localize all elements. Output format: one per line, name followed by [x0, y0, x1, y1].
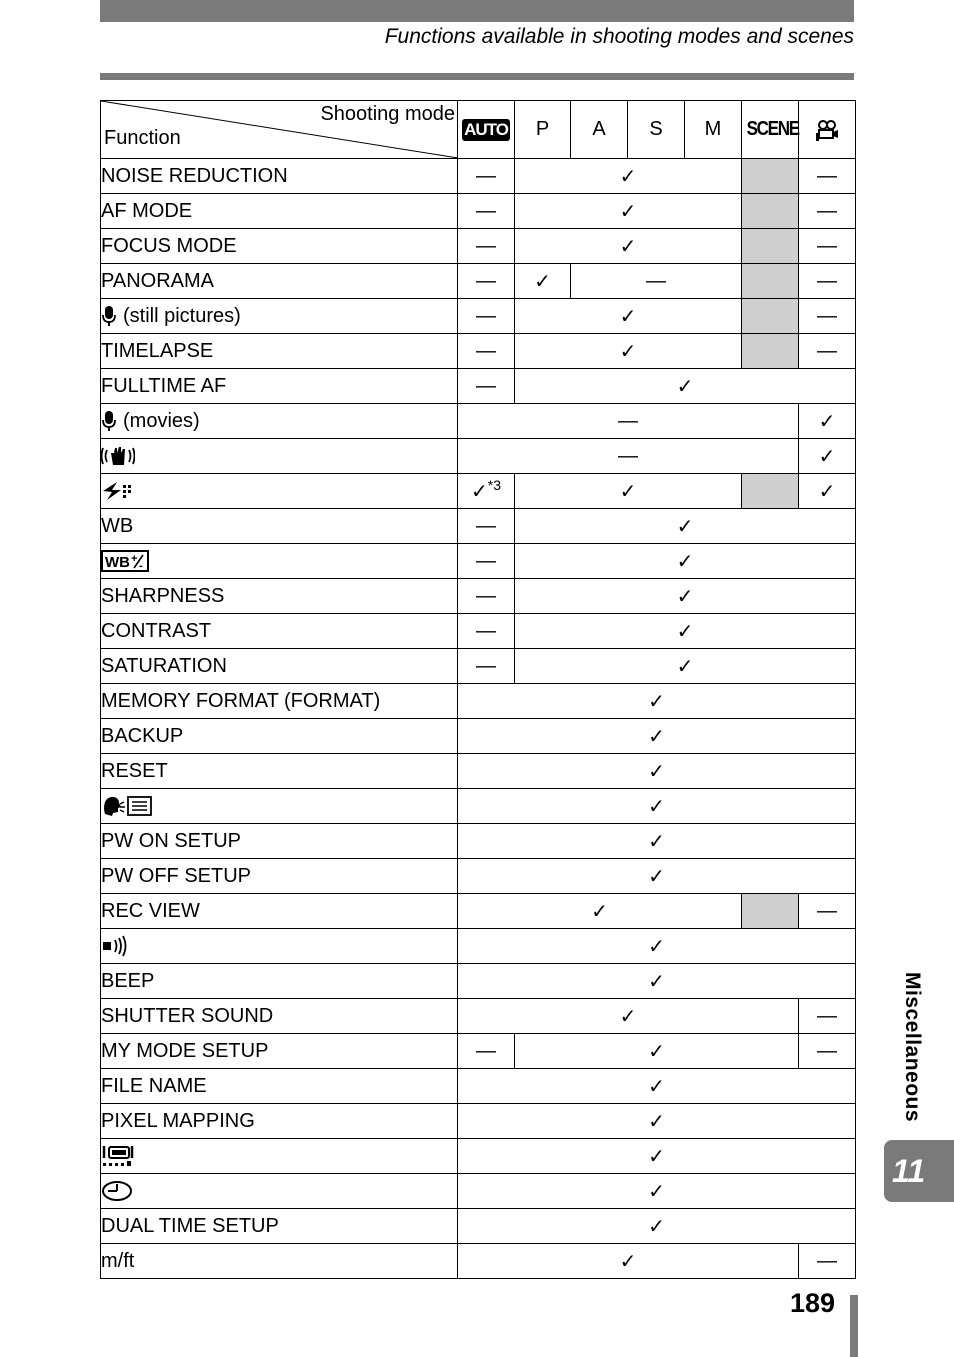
function-name-cell	[101, 194, 458, 229]
check-mark: ✓	[591, 900, 608, 923]
check-mark: ✓	[648, 1040, 665, 1063]
scene-mode-icon: SCENE	[746, 118, 799, 140]
function-label: RESET	[101, 759, 168, 782]
page-header-title: Functions available in shooting modes and scenes	[384, 25, 854, 48]
unavailable-cell	[799, 334, 856, 369]
table-row	[101, 229, 856, 264]
available-cell	[515, 194, 742, 229]
microphone-icon	[101, 410, 117, 432]
check-mark: ✓	[648, 935, 665, 958]
check-mark: ✓	[818, 410, 836, 433]
shooting-mode-label: Shooting mode	[320, 103, 455, 125]
mode-s-header: S	[628, 101, 685, 159]
function-name-cell	[101, 544, 458, 579]
function-label: PIXEL MAPPING	[101, 1109, 255, 1132]
function-label: AF MODE	[101, 199, 193, 222]
check-mark: ✓	[648, 690, 665, 713]
dash-mark: —	[817, 899, 837, 922]
available-cell	[515, 579, 856, 614]
function-label: MY MODE SETUP	[101, 1039, 269, 1062]
image-stabilizer-icon	[101, 445, 135, 467]
function-label: SHUTTER SOUND	[101, 1004, 274, 1027]
check-mark: ✓	[648, 1110, 665, 1133]
function-name-cell	[101, 1069, 458, 1104]
available-cell	[515, 264, 571, 299]
dash-mark: —	[817, 234, 837, 257]
table-row	[101, 404, 856, 439]
function-label: FILE NAME	[101, 1074, 207, 1097]
unavailable-cell	[799, 229, 856, 264]
function-label: (still pictures)	[123, 304, 241, 327]
function-label: SHARPNESS	[101, 584, 225, 607]
available-cell	[458, 1174, 856, 1209]
available-cell	[458, 1104, 856, 1139]
available-cell	[515, 474, 742, 509]
dash-mark: —	[618, 444, 638, 467]
check-mark: ✓	[471, 480, 488, 503]
available-cell	[799, 474, 856, 509]
available-cell	[515, 369, 856, 404]
table-row	[101, 614, 856, 649]
available-cell	[458, 929, 856, 964]
unavailable-cell	[458, 369, 515, 404]
table-row	[101, 1139, 856, 1174]
check-mark: ✓	[648, 1075, 665, 1098]
dash-mark: —	[476, 514, 496, 537]
unavailable-cell	[799, 299, 856, 334]
unavailable-cell	[458, 159, 515, 194]
dash-mark: —	[476, 304, 496, 327]
language-icon	[101, 794, 153, 818]
table-row	[101, 544, 856, 579]
function-name-cell	[101, 299, 458, 334]
check-mark: ✓	[676, 550, 694, 573]
available-cell	[458, 754, 856, 789]
check-mark: ✓	[818, 480, 836, 503]
available-cell	[799, 439, 856, 474]
unavailable-cell	[458, 1034, 515, 1069]
unavailable-cell	[458, 404, 799, 439]
function-name-cell	[101, 509, 458, 544]
table-row	[101, 684, 856, 719]
function-name-cell	[101, 1244, 458, 1279]
mode-movie-header	[799, 101, 856, 159]
table-row	[101, 159, 856, 194]
unavailable-cell	[458, 299, 515, 334]
table-row	[101, 719, 856, 754]
mode-a-header: A	[571, 101, 628, 159]
available-cell	[458, 1244, 799, 1279]
dash-mark: —	[476, 269, 496, 292]
top-bar	[100, 0, 854, 22]
function-label: FULLTIME AF	[101, 374, 227, 397]
unavailable-cell	[799, 159, 856, 194]
flash-intensity-icon	[101, 480, 135, 502]
function-name-cell	[101, 649, 458, 684]
table-row	[101, 299, 856, 334]
microphone-icon	[101, 305, 117, 327]
table-row	[101, 789, 856, 824]
check-mark: ✓	[619, 1250, 637, 1273]
table-row	[101, 264, 856, 299]
volume-icon	[101, 935, 131, 957]
chapter-tab: 11	[884, 1140, 954, 1202]
table-row	[101, 1174, 856, 1209]
corner-cell	[101, 101, 458, 159]
table-row	[101, 894, 856, 929]
function-name-cell	[101, 999, 458, 1034]
available-cell	[515, 614, 856, 649]
table-row	[101, 509, 856, 544]
check-mark: ✓	[676, 515, 694, 538]
function-name-cell	[101, 719, 458, 754]
function-name-cell	[101, 334, 458, 369]
dash-mark: —	[476, 374, 496, 397]
table-row	[101, 1104, 856, 1139]
functions-table	[100, 100, 856, 1279]
function-name-cell	[101, 369, 458, 404]
dash-mark: —	[817, 304, 837, 327]
check-mark: ✓	[619, 480, 637, 503]
check-mark: ✓	[534, 270, 551, 293]
check-mark: ✓	[648, 795, 665, 818]
available-cell	[458, 894, 742, 929]
check-mark: ✓	[676, 655, 694, 678]
function-label: (movies)	[123, 409, 200, 432]
dash-mark: —	[476, 549, 496, 572]
available-cell	[458, 824, 856, 859]
table-row	[101, 1069, 856, 1104]
available-cell	[458, 1139, 856, 1174]
available-cell	[799, 404, 856, 439]
unavailable-cell	[458, 509, 515, 544]
auto-mode-icon: AUTO	[464, 120, 508, 139]
available-cell	[515, 509, 856, 544]
check-mark: ✓	[648, 970, 665, 993]
table-header-row	[101, 101, 856, 159]
shaded-cell	[742, 299, 799, 334]
dash-mark: —	[476, 234, 496, 257]
function-name-cell	[101, 1034, 458, 1069]
table-row	[101, 334, 856, 369]
unavailable-cell	[571, 264, 742, 299]
function-name-cell	[101, 614, 458, 649]
table-row	[101, 964, 856, 999]
check-mark: ✓	[648, 760, 665, 783]
function-label: MEMORY FORMAT (FORMAT)	[101, 689, 381, 712]
table-row	[101, 999, 856, 1034]
table-row	[101, 579, 856, 614]
table-row	[101, 194, 856, 229]
function-label: DUAL TIME SETUP	[101, 1214, 279, 1237]
table-row	[101, 1244, 856, 1279]
function-label: BEEP	[101, 969, 155, 992]
available-cell	[515, 544, 856, 579]
dash-mark: —	[476, 339, 496, 362]
function-name-cell	[101, 859, 458, 894]
table-row	[101, 824, 856, 859]
unavailable-cell	[458, 334, 515, 369]
check-mark: ✓	[619, 1005, 637, 1028]
function-name-cell	[101, 789, 458, 824]
available-cell	[458, 859, 856, 894]
unavailable-cell	[799, 999, 856, 1034]
dash-mark: —	[476, 199, 496, 222]
check-mark: ✓	[648, 1145, 665, 1168]
function-name-cell	[101, 264, 458, 299]
shaded-cell	[742, 264, 799, 299]
available-cell	[515, 229, 742, 264]
shaded-cell	[742, 474, 799, 509]
check-mark: ✓	[648, 1180, 665, 1203]
dash-mark: —	[476, 619, 496, 642]
function-label: TIMELAPSE	[101, 339, 214, 362]
check-mark: ✓	[619, 200, 637, 223]
svg-text:WB: WB	[105, 554, 130, 572]
function-name-cell	[101, 474, 458, 509]
function-label: PW ON SETUP	[101, 829, 242, 852]
unavailable-cell	[799, 1034, 856, 1069]
function-name-cell	[101, 894, 458, 929]
dash-mark: —	[817, 1039, 837, 1062]
function-name-cell	[101, 929, 458, 964]
dash-mark: —	[817, 339, 837, 362]
available-cell	[515, 334, 742, 369]
available-cell	[515, 299, 742, 334]
dash-mark: —	[476, 654, 496, 677]
shaded-cell	[742, 229, 799, 264]
dash-mark: —	[817, 269, 837, 292]
function-name-cell	[101, 964, 458, 999]
table-row	[101, 754, 856, 789]
svg-text:+: +	[131, 553, 138, 566]
dash-mark: —	[817, 1004, 837, 1027]
shaded-cell	[742, 894, 799, 929]
function-name-cell	[101, 439, 458, 474]
function-name-cell	[101, 754, 458, 789]
dash-mark: —	[817, 164, 837, 187]
dash-mark: —	[476, 164, 496, 187]
table-row	[101, 1034, 856, 1069]
unavailable-cell	[458, 264, 515, 299]
function-name-cell	[101, 1104, 458, 1139]
footnote-mark: *3	[487, 476, 501, 493]
available-cell	[458, 999, 799, 1034]
function-label: REC VIEW	[101, 899, 200, 922]
unavailable-cell	[458, 439, 799, 474]
check-mark: ✓	[648, 1215, 665, 1238]
unavailable-cell	[799, 264, 856, 299]
function-name-cell	[101, 824, 458, 859]
unavailable-cell	[458, 229, 515, 264]
shaded-cell	[742, 334, 799, 369]
unavailable-cell	[458, 579, 515, 614]
table-row	[101, 929, 856, 964]
dash-mark: —	[476, 1039, 496, 1062]
check-mark: ✓	[648, 725, 665, 748]
available-cell	[458, 789, 856, 824]
function-name-cell	[101, 404, 458, 439]
available-cell	[515, 649, 856, 684]
function-name-cell	[101, 1139, 458, 1174]
dash-mark: —	[476, 584, 496, 607]
check-mark: ✓	[676, 620, 694, 643]
check-mark: ✓	[619, 235, 637, 258]
table-row	[101, 439, 856, 474]
function-name-cell	[101, 159, 458, 194]
table-row	[101, 369, 856, 404]
unavailable-cell	[799, 1244, 856, 1279]
function-label: CONTRAST	[101, 619, 211, 642]
function-label: m/ft	[101, 1249, 135, 1272]
available-cell	[515, 159, 742, 194]
available-cell	[458, 684, 856, 719]
mode-m-header: M	[685, 101, 742, 159]
function-name-cell	[101, 229, 458, 264]
movie-camera-icon	[814, 118, 840, 142]
mode-auto-header	[458, 101, 515, 159]
wb-compensation-icon	[101, 550, 149, 572]
check-mark: ✓	[619, 340, 637, 363]
mode-scene-header	[742, 101, 799, 159]
check-mark: ✓	[818, 445, 836, 468]
table-row	[101, 474, 856, 509]
dash-mark: —	[817, 199, 837, 222]
unavailable-cell	[799, 894, 856, 929]
header-rule	[100, 73, 854, 80]
dash-mark: —	[618, 409, 638, 432]
check-mark: ✓	[619, 165, 637, 188]
available-cell	[458, 1209, 856, 1244]
dash-mark: —	[817, 1249, 837, 1272]
function-label: NOISE REDUCTION	[101, 164, 288, 187]
unavailable-cell	[458, 649, 515, 684]
function-label: PANORAMA	[101, 269, 214, 292]
unavailable-cell	[458, 614, 515, 649]
check-mark: ✓	[648, 865, 665, 888]
function-label: WB	[101, 514, 134, 537]
shaded-cell	[742, 159, 799, 194]
monitor-brightness-icon	[101, 1144, 135, 1168]
svg-text:-: -	[139, 560, 143, 573]
unavailable-cell	[799, 194, 856, 229]
function-name-cell	[101, 1209, 458, 1244]
available-cell	[515, 1034, 799, 1069]
check-mark: ✓	[676, 375, 694, 398]
available-cell	[458, 964, 856, 999]
function-label: BACKUP	[101, 724, 184, 747]
page-number: 189	[790, 1288, 836, 1318]
unavailable-cell	[458, 194, 515, 229]
table-row	[101, 649, 856, 684]
function-name-cell	[101, 579, 458, 614]
function-name-cell	[101, 684, 458, 719]
clock-icon	[101, 1180, 133, 1202]
available-cell	[458, 1069, 856, 1104]
section-label: Miscellaneous	[901, 972, 924, 1123]
function-name-cell	[101, 1174, 458, 1209]
check-mark: ✓	[619, 305, 637, 328]
dash-mark: —	[646, 269, 666, 292]
page-number-bar	[850, 1295, 858, 1357]
function-label: SATURATION	[101, 654, 227, 677]
shaded-cell	[742, 194, 799, 229]
function-label: PW OFF SETUP	[101, 864, 251, 887]
unavailable-cell	[458, 544, 515, 579]
check-mark: ✓	[648, 830, 665, 853]
function-label: FOCUS MODE	[101, 234, 237, 257]
table-row	[101, 1209, 856, 1244]
table-row	[101, 859, 856, 894]
mode-p-header: P	[515, 101, 571, 159]
function-label: Function	[104, 127, 181, 149]
available-cell	[458, 474, 515, 509]
available-cell	[458, 719, 856, 754]
check-mark: ✓	[676, 585, 694, 608]
